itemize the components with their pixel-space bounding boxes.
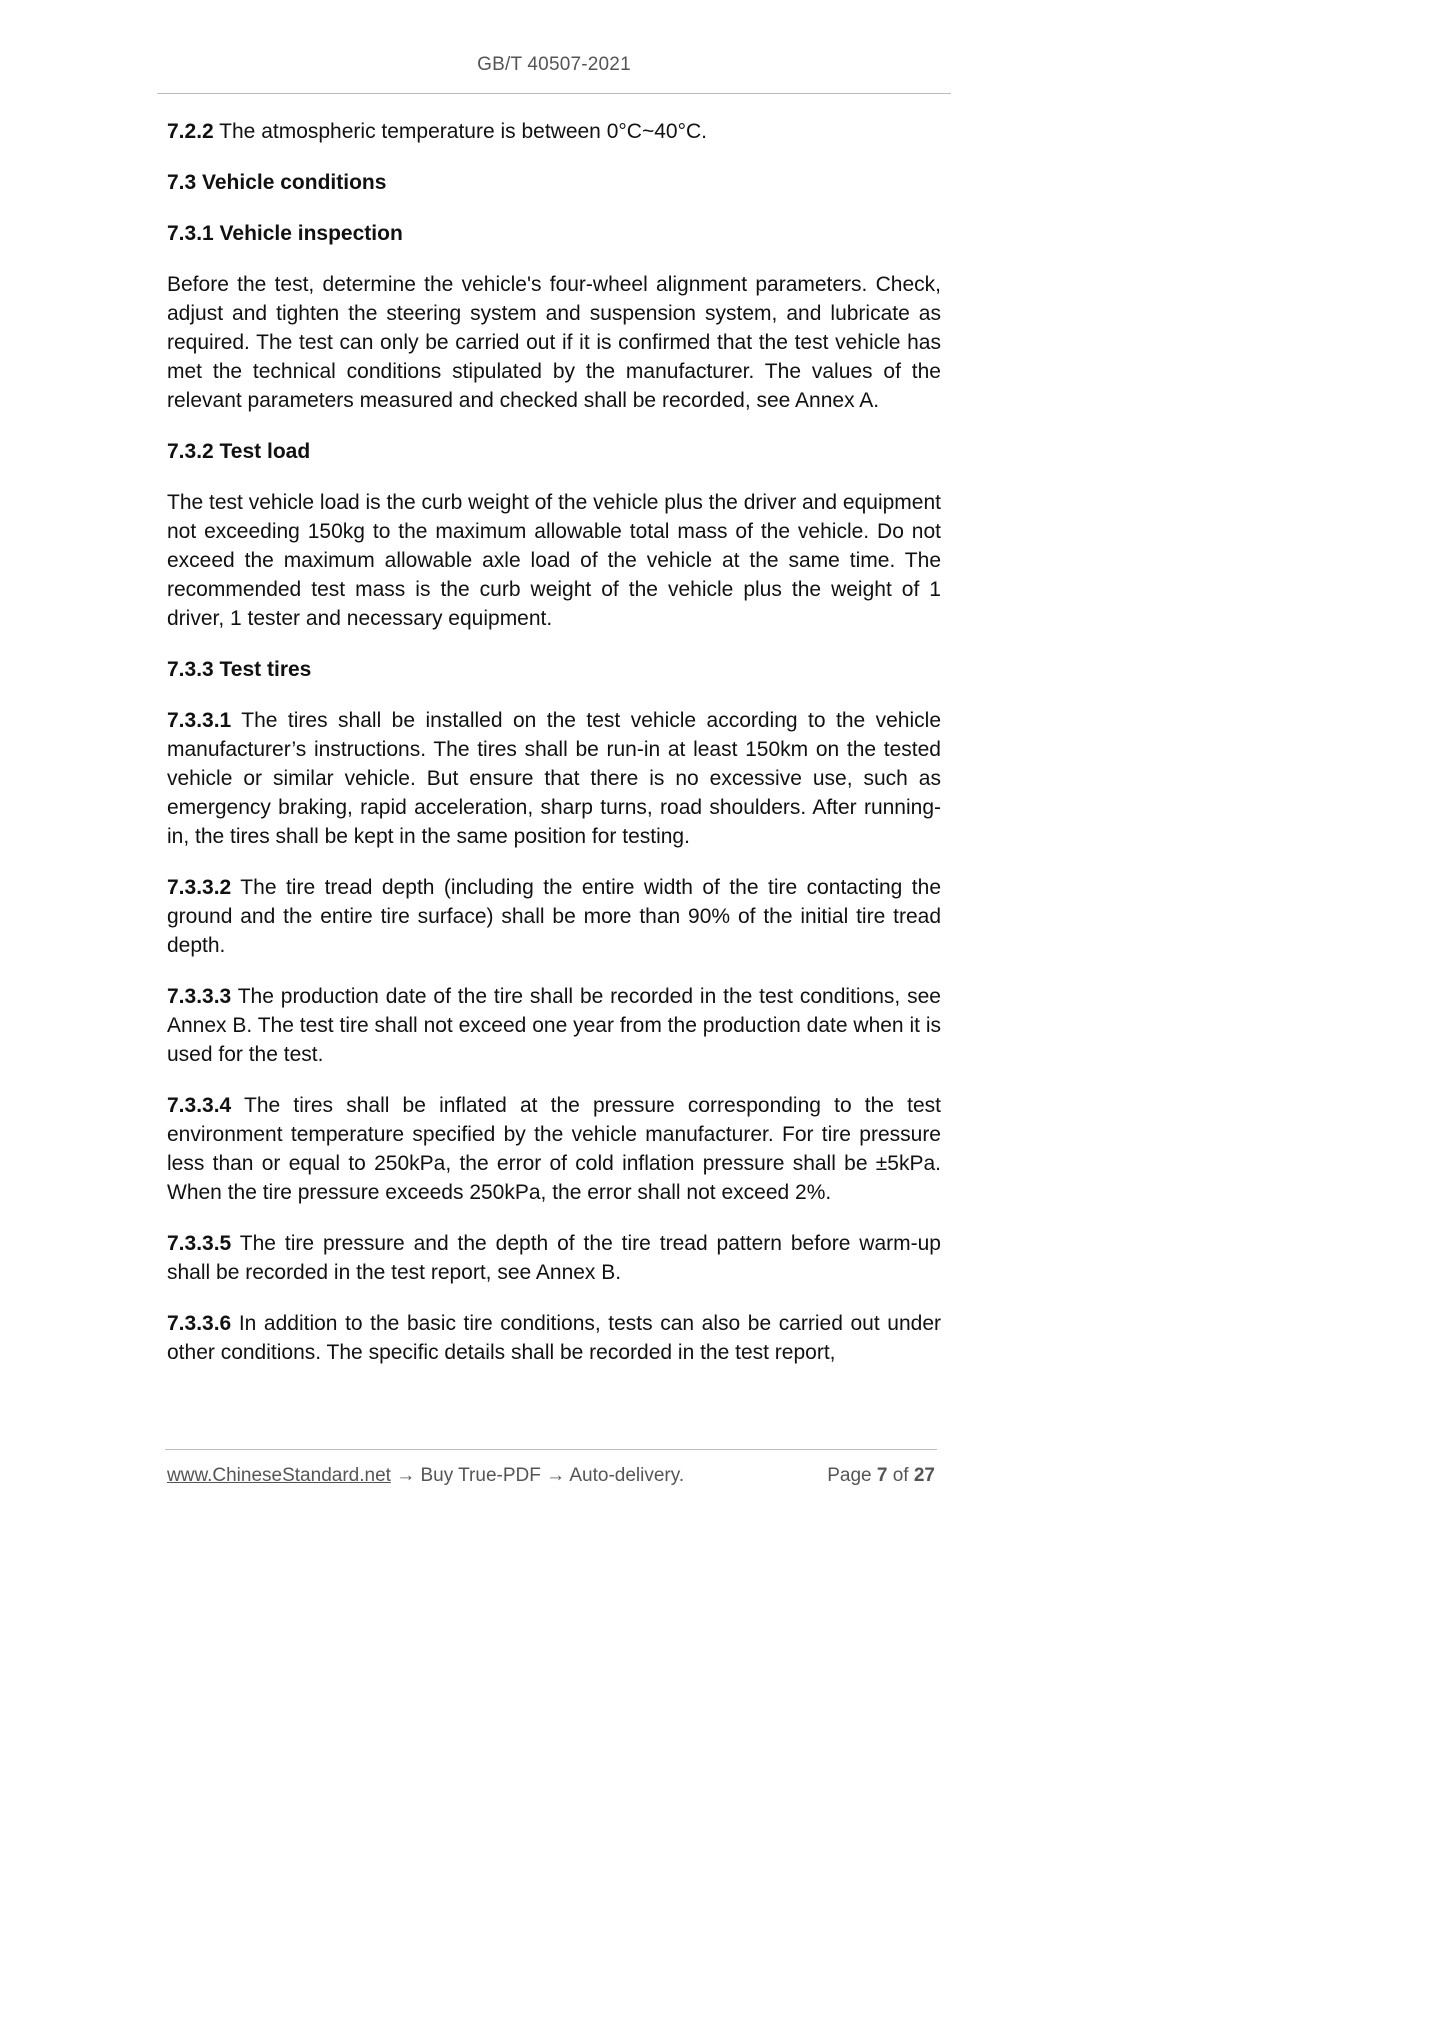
footer-left — [167, 1465, 684, 1487]
section-heading-7-3: 7.3 Vehicle conditions — [167, 171, 387, 194]
clause-number: 7.3.3.1 — [167, 709, 232, 732]
document-body — [167, 117, 941, 1367]
clause-number: 7.2.2 — [167, 120, 214, 143]
clause-7-3-3-2 — [167, 873, 941, 960]
clause-text: In addition to the basic tire conditions, tests can also be carried out under other conditions. The specific details shall be recorded in the test report, — [167, 1312, 941, 1364]
page-total: 27 — [913, 1465, 935, 1486]
paragraph-test-load: The test vehicle load is the curb weight of the vehicle plus the driver and equipment not exceeding 150kg to the maximum allowable total mass of the vehicle. Do not exceed the maximum allowable axle load of the vehicle at the same time. The recommended test mass is the curb weight of the vehicle plus the weight of 1 driver, 1 tester and necessary equipment. — [167, 491, 941, 630]
clause-7-3-3-5 — [167, 1229, 941, 1287]
clause-7-3-3-4 — [167, 1091, 941, 1207]
clause-number: 7.3.3.4 — [167, 1094, 232, 1117]
page-number: 7 — [876, 1465, 888, 1486]
clause-7-2-2 — [167, 117, 941, 146]
paragraph-vehicle-inspection: Before the test, determine the vehicle's four-wheel alignment parameters. Check, adjust and tighten the steering system and suspension system, and lubricate as required. The test can only be carried out if it is confirmed that the test vehicle has met the technical conditions stipulated by the manufacturer. The values of the relevant parameters measured and checked shall be recorded, see Annex A. — [167, 273, 941, 412]
document-id-header: GB/T 40507-2021 — [477, 54, 631, 75]
website-link[interactable]: www.ChineseStandard.net — [167, 1465, 391, 1486]
footer-divider — [165, 1449, 937, 1450]
header-divider — [157, 93, 951, 94]
clause-text: The tire pressure and the depth of the tire tread pattern before warm-up shall be recorded in the test report, see Annex B. — [167, 1232, 941, 1284]
clause-text: The tires shall be installed on the test vehicle according to the vehicle manufacturer’s instructions. The tires shall be run-in at least 150km on the tested vehicle or similar vehicle. But ensure that there is no excessive use, such as emergency braking, rapid acceleration, sharp turns, road shoulders. After running-in, the tires shall be kept in the same position for testing. — [167, 709, 941, 848]
clause-number: 7.3.3.2 — [167, 876, 232, 899]
clause-text: The tires shall be inflated at the pressure corresponding to the test environment temperature specified by the vehicle manufacturer. For tire pressure less than or equal to 250kPa, the error of cold inflation pressure shall be ±5kPa. When the tire pressure exceeds 250kPa, the error shall not exceed 2%. — [167, 1094, 941, 1204]
clause-number: 7.3.3.6 — [167, 1312, 232, 1335]
clause-number: 7.3.3.5 — [167, 1232, 232, 1255]
of-label: of — [892, 1465, 909, 1486]
footer-tagline: → Buy True-PDF → Auto-delivery. — [390, 1465, 685, 1486]
clause-7-3-3-1 — [167, 706, 941, 851]
page-footer — [167, 1465, 935, 1487]
page-indicator — [827, 1465, 935, 1487]
section-heading-7-3-3: 7.3.3 Test tires — [167, 658, 312, 681]
section-heading-7-3-2: 7.3.2 Test load — [167, 440, 311, 463]
page-label: Page — [827, 1465, 872, 1486]
clause-text: The atmospheric temperature is between 0°C~40°C. — [213, 120, 707, 143]
clause-text: The tire tread depth (including the entire width of the tire contacting the ground and the entire tire surface) shall be more than 90% of the initial tire tread depth. — [167, 876, 941, 957]
clause-7-3-3-3 — [167, 982, 941, 1069]
section-heading-7-3-1: 7.3.1 Vehicle inspection — [167, 222, 403, 245]
clause-7-3-3-6 — [167, 1309, 941, 1367]
clause-number: 7.3.3.3 — [167, 985, 232, 1008]
clause-text: The production date of the tire shall be recorded in the test conditions, see Annex B. The test tire shall not exceed one year from the production date when it is used for the test. — [167, 985, 941, 1066]
